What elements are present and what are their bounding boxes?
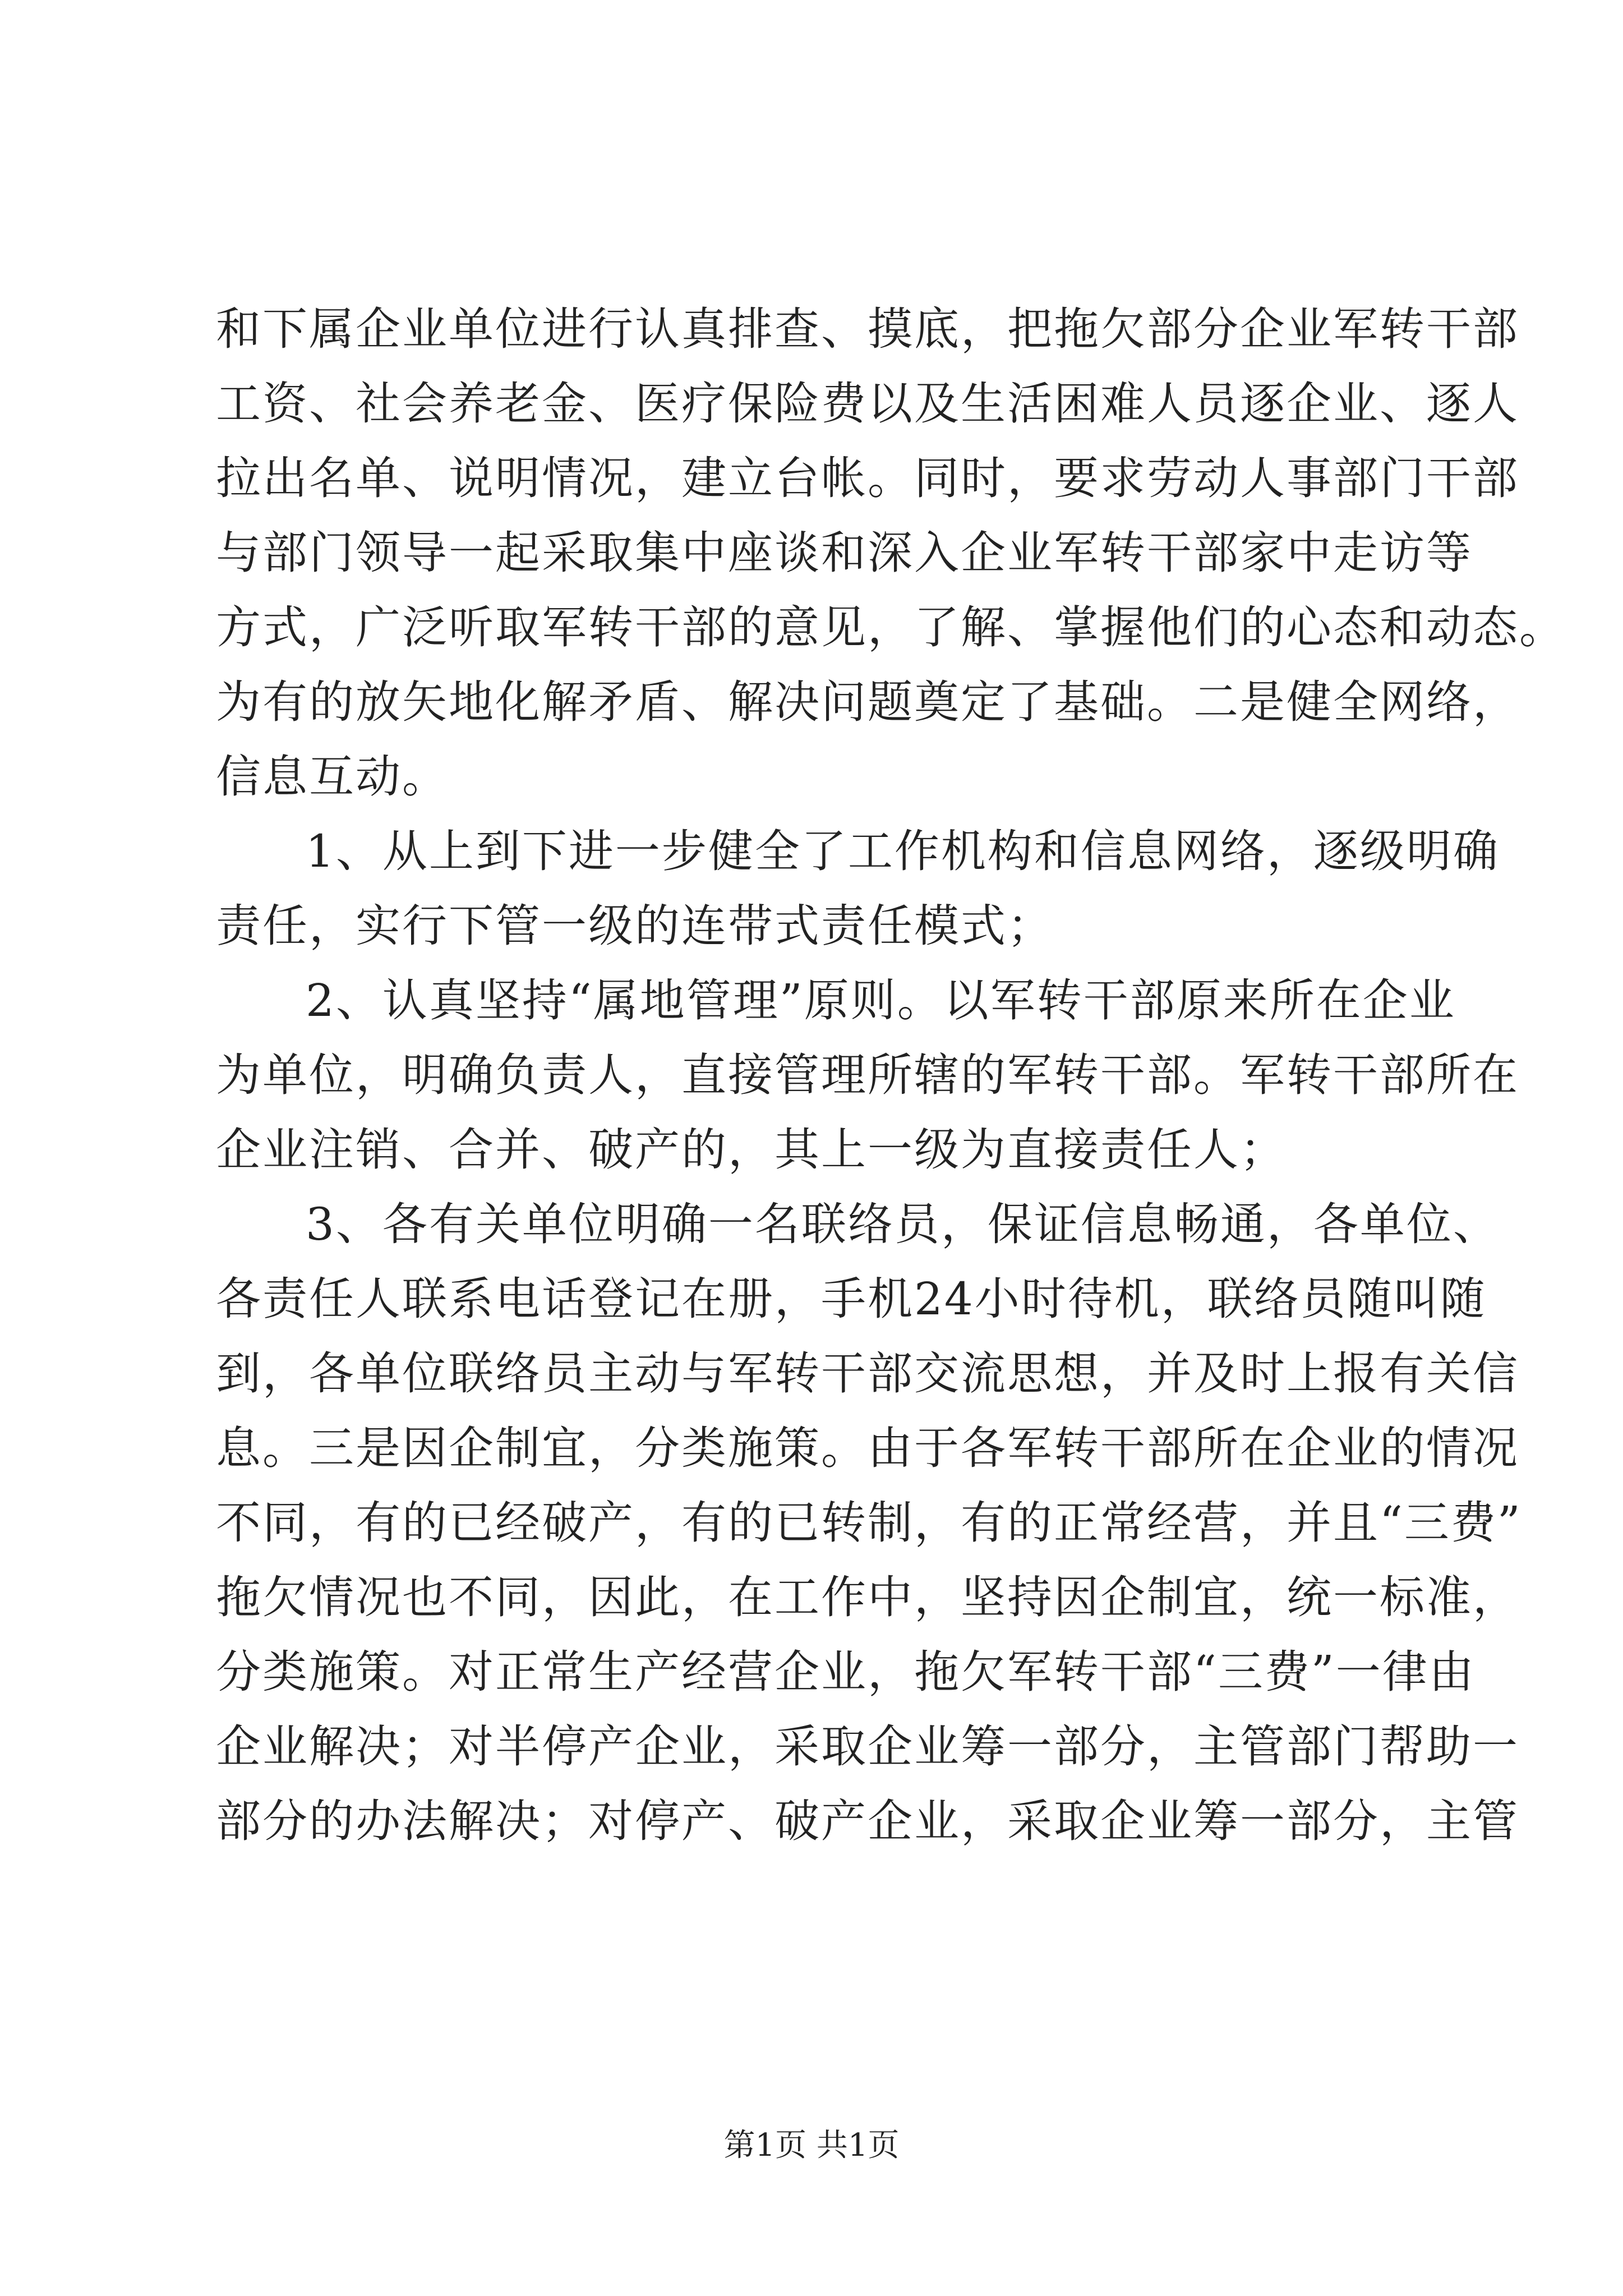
text-line: 责任，实行下管一级的连带式责任模式；: [216, 900, 1054, 952]
text-line: 拉出名单、说明情况，建立台帐。同时，要求劳动人事部门干部: [216, 452, 1519, 504]
list-item-1-line: 1、从上到下进一步健全了工作机构和信息网络，逐级明确: [306, 825, 1500, 877]
text-line: 与部门领导一起采取集中座谈和深入企业军转干部家中走访等: [216, 527, 1473, 579]
document-body: [216, 292, 1566, 1858]
text-line: 各责任人联系电话登记在册，手机24小时待机，联络员随叫随: [216, 1273, 1487, 1325]
text-line: 息。三是因企制宜，分类施策。由于各军转干部所在企业的情况: [216, 1422, 1519, 1474]
text-line: 方式，广泛听取军转干部的意见，了解、掌握他们的心态和动态。: [216, 601, 1566, 654]
text-line: 不同，有的已经破产，有的已转制，有的正常经营，并且“三费”: [216, 1497, 1522, 1549]
text-line: 信息互动。: [216, 751, 449, 803]
text-line: 部分的办法解决；对停产、破产企业，采取企业筹一部分，主管: [216, 1795, 1519, 1847]
list-item-2-line: 2、认真坚持“属地管理”原则。以军转干部原来所在企业: [306, 974, 1456, 1027]
list-item-3-line: 3、各有关单位明确一名联络员，保证信息畅通，各单位、: [306, 1198, 1500, 1250]
text-line: 为有的放矢地化解矛盾、解决问题奠定了基础。二是健全网络，: [216, 676, 1519, 728]
text-line: 为单位，明确负责人，直接管理所辖的军转干部。军转干部所在: [216, 1049, 1519, 1101]
text-line: 拖欠情况也不同，因此，在工作中，坚持因企制宜，统一标准，: [216, 1571, 1519, 1623]
page-footer: [0, 2123, 1623, 2168]
text-line: 企业解决；对半停产企业，采取企业筹一部分，主管部门帮助一: [216, 1720, 1519, 1773]
text-line: 工资、社会养老金、医疗保险费以及生活困难人员逐企业、逐人: [216, 378, 1519, 430]
text-line: 企业注销、合并、破产的，其上一级为直接责任人；: [216, 1124, 1287, 1176]
text-line: 和下属企业单位进行认真排查、摸底，把拖欠部分企业军转干部: [216, 303, 1519, 355]
text-line: 到，各单位联络员主动与军转干部交流思想，并及时上报有关信: [216, 1347, 1519, 1400]
text-line: 分类施策。对正常生产经营企业，拖欠军转干部“三费”一律由: [216, 1646, 1476, 1698]
page-number: 第1页 共1页: [723, 2127, 900, 2164]
